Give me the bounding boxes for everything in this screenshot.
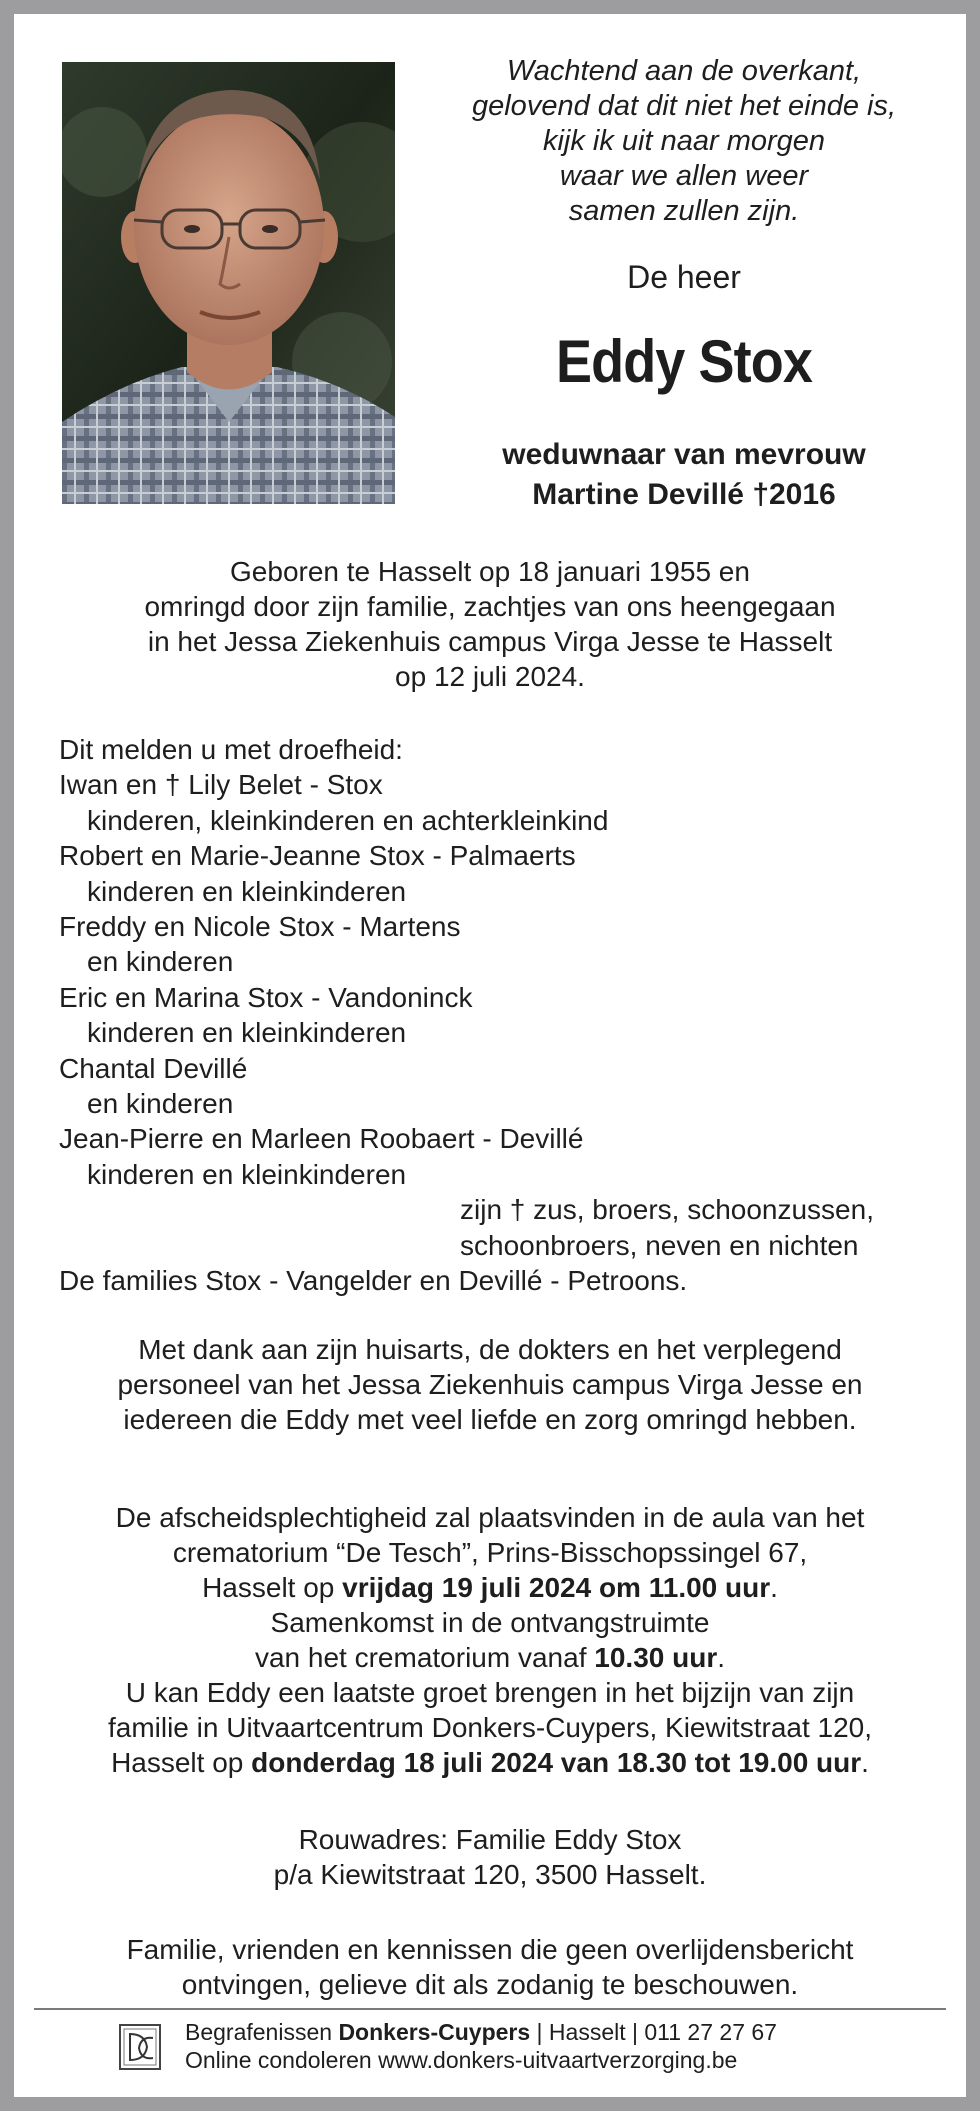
- thanks-line: Met dank aan zijn huisarts, de dokters en het verplegend: [138, 1334, 842, 1365]
- header-block: [414, 54, 954, 515]
- thanks-line: iedereen die Eddy met veel liefde en zorg omringd hebben.: [123, 1404, 857, 1435]
- poem: [414, 54, 954, 229]
- ceremony-text-part: .: [717, 1642, 725, 1673]
- family-sub: en kinderen: [87, 1088, 234, 1120]
- ceremony-text-part: van het crematorium vanaf: [254, 1642, 595, 1673]
- spouse-info: [414, 435, 954, 515]
- birth-line: in het Jessa Ziekenhuis campus Virga Jesse te Hasselt: [147, 626, 833, 657]
- birth-death-text: [14, 554, 966, 694]
- footer-text-part: Begrafenissen: [185, 2019, 339, 2045]
- birth-line: op 12 juli 2024.: [395, 661, 585, 692]
- address-line: p/a Kiewitstraat 120, 3500 Hasselt.: [273, 1859, 707, 1890]
- poem-line: gelovend dat dit niet het einde is,: [471, 90, 897, 122]
- family-name: Eric en Marina Stox - Vandoninck: [59, 981, 473, 1013]
- birth-line: omringd door zijn familie, zachtjes van ons heengegaan: [144, 591, 836, 622]
- thanks-line: personeel van het Jessa Ziekenhuis campus Virga Jesse en: [117, 1369, 863, 1400]
- family-families: De families Stox - Vangelder en Devillé - Petroons.: [59, 1265, 688, 1297]
- family-name: Chantal Devillé: [59, 1052, 248, 1084]
- ceremony-line: familie in Uitvaartcentrum Donkers-Cuypers, Kiewitstraat 120,: [107, 1712, 873, 1743]
- family-name: Jean-Pierre en Marleen Roobaert - Devillé: [59, 1123, 584, 1155]
- footer-condolence-link[interactable]: Online condoleren www.donkers-uitvaartverzorging.be: [185, 2047, 738, 2073]
- footer: [109, 2018, 909, 2078]
- family-name: Freddy en Nicole Stox - Martens: [59, 911, 461, 943]
- footer-line: [185, 2018, 777, 2046]
- poem-line: waar we allen weer: [559, 160, 809, 192]
- funeral-home-name: Donkers-Cuypers: [338, 2019, 531, 2045]
- ceremony-line: crematorium “De Tesch”, Prins-Bisschopssingel 67,: [172, 1537, 808, 1568]
- notice-text: [14, 1932, 966, 2002]
- spouse-line: Martine Devillé †2016: [532, 478, 836, 511]
- footer-text: [185, 2018, 777, 2074]
- family-list: [59, 732, 939, 1299]
- mourning-address: [14, 1822, 966, 1892]
- ceremony-line: [14, 1745, 966, 1780]
- birth-line: Geboren te Hasselt op 18 januari 1955 en: [230, 556, 750, 587]
- family-relation: schoonbroers, neven en nichten: [460, 1229, 859, 1261]
- footer-divider: [34, 2008, 946, 2010]
- gathering-time: 10.30 uur: [594, 1642, 718, 1673]
- ceremony-text: [14, 1500, 966, 1780]
- ceremony-line: Samenkomst in de ontvangstruimte: [270, 1607, 710, 1638]
- deceased-name: Eddy Stox: [556, 328, 812, 395]
- ceremony-date: vrijdag 19 juli 2024 om 11.00 uur: [342, 1572, 771, 1603]
- obituary-card: [14, 14, 966, 2097]
- family-sub: kinderen en kleinkinderen: [87, 875, 407, 907]
- family-sub: en kinderen: [87, 946, 234, 978]
- ceremony-line: [14, 1640, 966, 1675]
- family-sub: kinderen en kleinkinderen: [87, 1158, 407, 1190]
- ceremony-text-part: Hasselt op: [202, 1572, 343, 1603]
- salutation: De heer: [627, 259, 741, 295]
- family-name: Robert en Marie-Jeanne Stox - Palmaerts: [59, 840, 576, 872]
- notice-line: Familie, vrienden en kennissen die geen overlijdensbericht: [126, 1934, 854, 1965]
- poem-line: samen zullen zijn.: [568, 195, 800, 227]
- funeral-home-logo-icon: [119, 2024, 161, 2070]
- footer-text-part: | Hasselt | 011 27 27 67: [530, 2019, 777, 2045]
- ceremony-text-part: .: [770, 1572, 778, 1603]
- address-line: Rouwadres: Familie Eddy Stox: [298, 1824, 682, 1855]
- poem-line: Wachtend aan de overkant,: [506, 55, 862, 87]
- ceremony-line: U kan Eddy een laatste groet brengen in het bijzijn van zijn: [125, 1677, 855, 1708]
- family-sub: kinderen, kleinkinderen en achterkleinkind: [87, 804, 609, 836]
- notice-line: ontvingen, gelieve dit als zodanig te beschouwen.: [181, 1969, 799, 2000]
- spouse-line: weduwnaar van mevrouw: [502, 438, 866, 471]
- portrait-photo: [62, 62, 395, 504]
- ceremony-line: [14, 1570, 966, 1605]
- ceremony-line: De afscheidsplechtigheid zal plaatsvinden in de aula van het: [115, 1502, 865, 1533]
- family-intro: Dit melden u met droefheid:: [59, 734, 403, 765]
- ceremony-text-part: .: [861, 1747, 869, 1778]
- family-name: Iwan en † Lily Belet - Stox: [59, 769, 383, 801]
- portrait-image: [62, 62, 395, 504]
- thanks-text: [14, 1332, 966, 1437]
- visitation-date: donderdag 18 juli 2024 van 18.30 tot 19.00 uur: [251, 1747, 862, 1778]
- family-sub: kinderen en kleinkinderen: [87, 1017, 407, 1049]
- ceremony-text-part: Hasselt op: [111, 1747, 252, 1778]
- poem-line: kijk ik uit naar morgen: [542, 125, 826, 157]
- family-relation: zijn † zus, broers, schoonzussen,: [460, 1194, 874, 1226]
